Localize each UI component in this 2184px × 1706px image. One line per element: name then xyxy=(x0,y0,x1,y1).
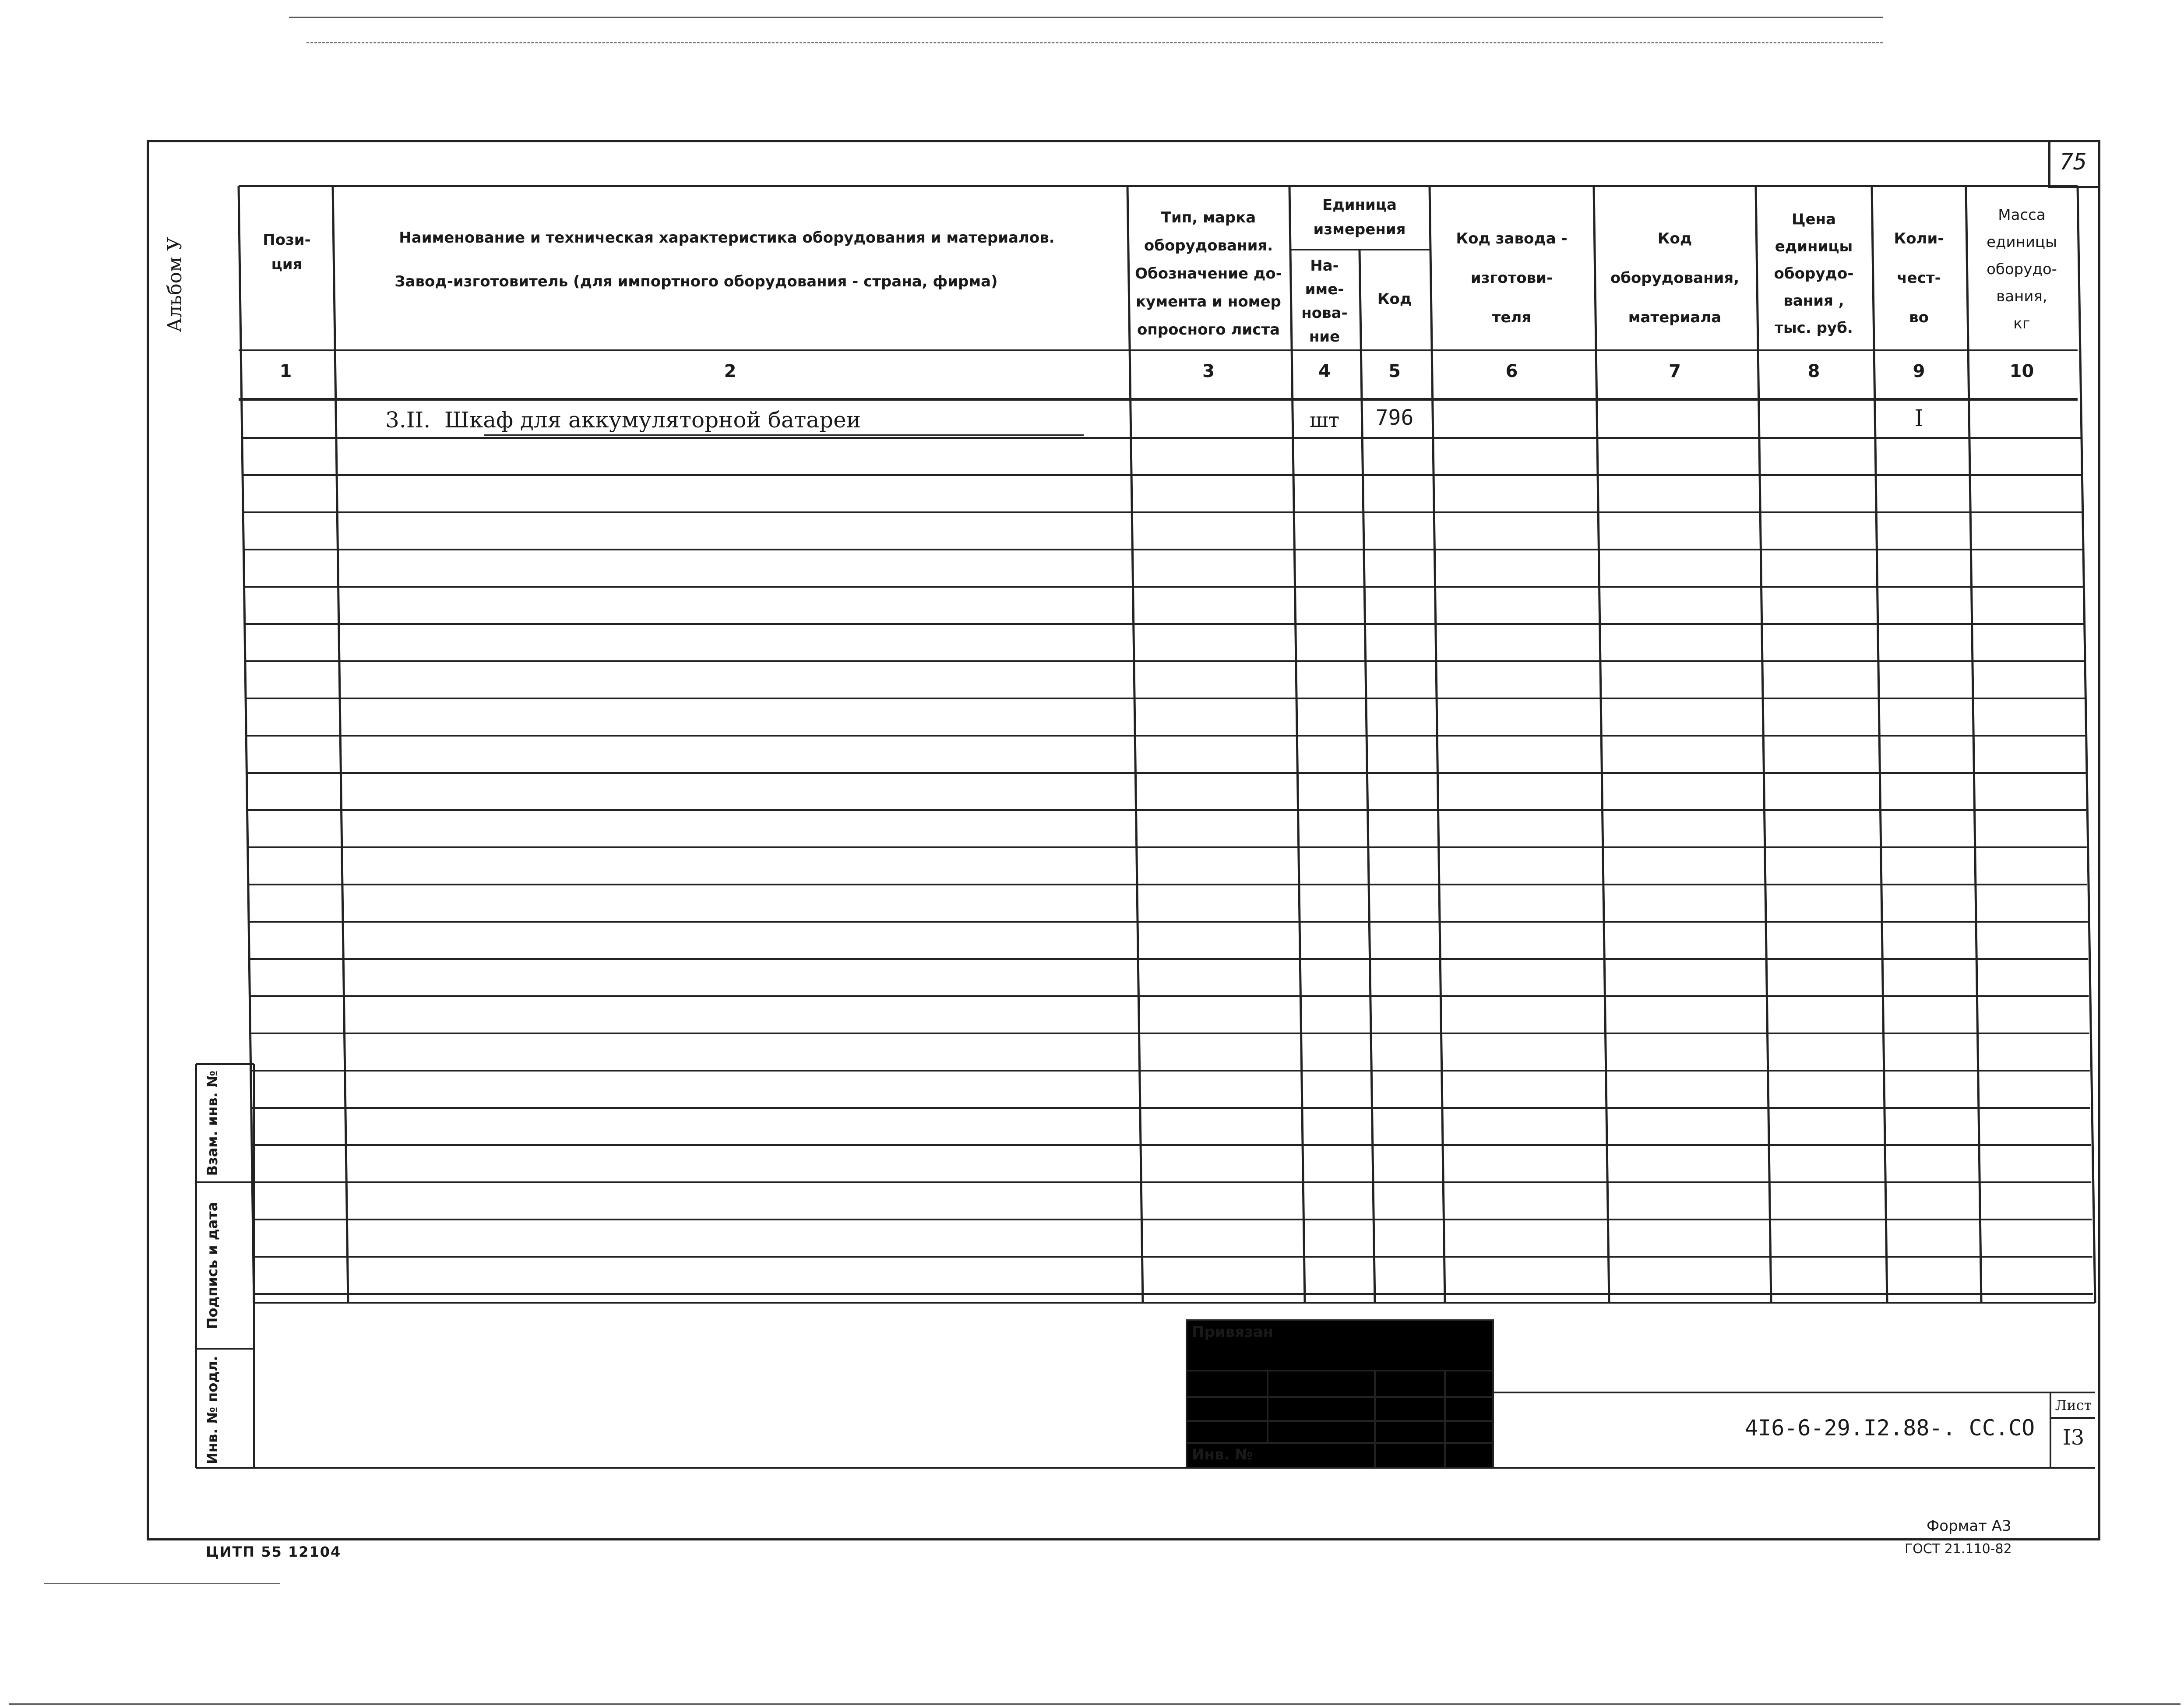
col-number-1: 1 xyxy=(279,361,292,381)
sheet-number: I3 xyxy=(2062,1425,2085,1450)
header-type-l4: кумента и номер xyxy=(1136,293,1281,310)
album-label: Альбом У xyxy=(164,236,186,333)
column-divider xyxy=(1430,186,1445,1303)
header-equip-l2: оборудования, xyxy=(1610,269,1740,287)
column-divider xyxy=(333,186,348,1303)
scan-line-bottom xyxy=(9,1703,2180,1705)
header-equipment-code xyxy=(1594,219,1756,337)
header-unit-group xyxy=(1289,193,1430,242)
col-number-7: 7 xyxy=(1669,361,1681,381)
header-factory-code xyxy=(1430,219,1594,337)
header-factory-l1: Код завода - xyxy=(1456,230,1568,247)
header-unit-name-l3: нова- xyxy=(1301,304,1348,322)
header-mass-l3: оборудо- xyxy=(1987,261,2057,278)
header-type-l5: опросного листа xyxy=(1137,321,1280,338)
header-unit-name-l4: ние xyxy=(1309,328,1340,345)
header-factory-l2: изготови- xyxy=(1470,269,1553,287)
column-divider xyxy=(1756,186,1771,1303)
col-number-9: 9 xyxy=(1913,361,1925,381)
column-divider xyxy=(1289,186,1305,1303)
stamp-signature-date: Подпись и дата xyxy=(204,1202,221,1329)
col-number-10: 10 xyxy=(2009,361,2034,381)
col-number-2: 2 xyxy=(724,361,736,381)
table-row xyxy=(239,399,2078,438)
header-name-line1: Наименование и техническая характеристика оборудования и материалов. xyxy=(399,229,1055,247)
header-price-l4: вания , xyxy=(1783,292,1844,310)
header-unit-code: Код xyxy=(1377,290,1412,308)
column-divider xyxy=(2078,186,2095,1303)
scan-line-bottom-2 xyxy=(44,1583,280,1584)
column-divider xyxy=(239,186,254,1303)
col-number-6: 6 xyxy=(1505,361,1518,381)
header-mass-l5: кг xyxy=(2013,315,2030,332)
row-unit-code: 796 xyxy=(1375,405,1414,430)
header-type-l2: оборудования. xyxy=(1144,237,1273,254)
header-mass-l2: единицы xyxy=(1987,233,2057,251)
header-type-l1: Тип, марка xyxy=(1161,209,1256,226)
format-label: Формат А3 xyxy=(1927,1517,2011,1535)
header-type-l3: Обозначение до- xyxy=(1135,265,1282,282)
header-unit-name xyxy=(1289,254,1360,349)
column-divider xyxy=(1966,186,1981,1303)
stamp-replace-inv: Взам. инв. № xyxy=(204,1070,221,1176)
header-mass-l4: вания, xyxy=(1996,288,2047,305)
row-quantity: I xyxy=(1914,405,1923,432)
header-price-l5: тыс. руб. xyxy=(1775,319,1853,337)
row-unit-name: шт xyxy=(1309,408,1340,432)
col-number-8: 8 xyxy=(1807,361,1820,381)
column-divider xyxy=(1127,186,1143,1303)
header-position: Пози-ция xyxy=(263,231,311,273)
col-number-5: 5 xyxy=(1388,361,1401,381)
header-mass xyxy=(1966,201,2078,337)
row-name-underline xyxy=(484,434,1084,436)
header-name-line2: Завод-изготовитель (для импортного оборудования - страна, фирма) xyxy=(395,273,998,290)
column-divider xyxy=(1872,186,1887,1303)
header-unit-l1: Единица xyxy=(1322,196,1397,214)
scan-line-top xyxy=(289,17,1883,18)
header-mass-l1: Масса xyxy=(1998,206,2046,224)
bound-inv-label: Инв. № xyxy=(1192,1446,1253,1463)
top-sheet-number: 75 xyxy=(2059,149,2087,175)
header-price xyxy=(1756,206,1872,342)
header-factory-l3: теля xyxy=(1492,309,1532,326)
column-divider xyxy=(1594,186,1609,1303)
header-price-l3: оборудо- xyxy=(1774,265,1854,282)
header-price-l2: единицы xyxy=(1775,238,1853,255)
header-unit-l2: измерения xyxy=(1313,221,1406,238)
header-equip-l3: материала xyxy=(1628,309,1722,326)
document-code: 4I6-6-29.I2.88-. CC.CO xyxy=(1745,1415,2035,1441)
bottom-left-code: ЦИТП 55 12104 xyxy=(206,1544,342,1560)
col-number-4: 4 xyxy=(1318,361,1331,381)
row-name: 3.II. Шкаф для аккумуляторной батареи xyxy=(385,407,861,433)
header-qty-l3: во xyxy=(1909,309,1929,326)
header-qty-l2: чест- xyxy=(1897,269,1941,287)
bottom-right-code: ГОСТ 21.110-82 xyxy=(1905,1541,2012,1557)
header-price-l1: Цена xyxy=(1791,211,1836,228)
header-unit-name-l1: На- xyxy=(1310,257,1339,275)
scan-line-top-2 xyxy=(306,42,1883,43)
header-equip-l1: Код xyxy=(1657,230,1692,247)
bound-title: Привязан xyxy=(1192,1323,1274,1341)
stamp-orig-inv: Инв. № подл. xyxy=(204,1356,221,1464)
header-type xyxy=(1127,204,1289,344)
sheet-label: Лист xyxy=(2055,1397,2092,1413)
col-number-3: 3 xyxy=(1202,361,1215,381)
header-unit-name-l2: име- xyxy=(1305,281,1344,298)
header-qty-l1: Коли- xyxy=(1894,230,1944,247)
header-quantity xyxy=(1872,219,1966,337)
